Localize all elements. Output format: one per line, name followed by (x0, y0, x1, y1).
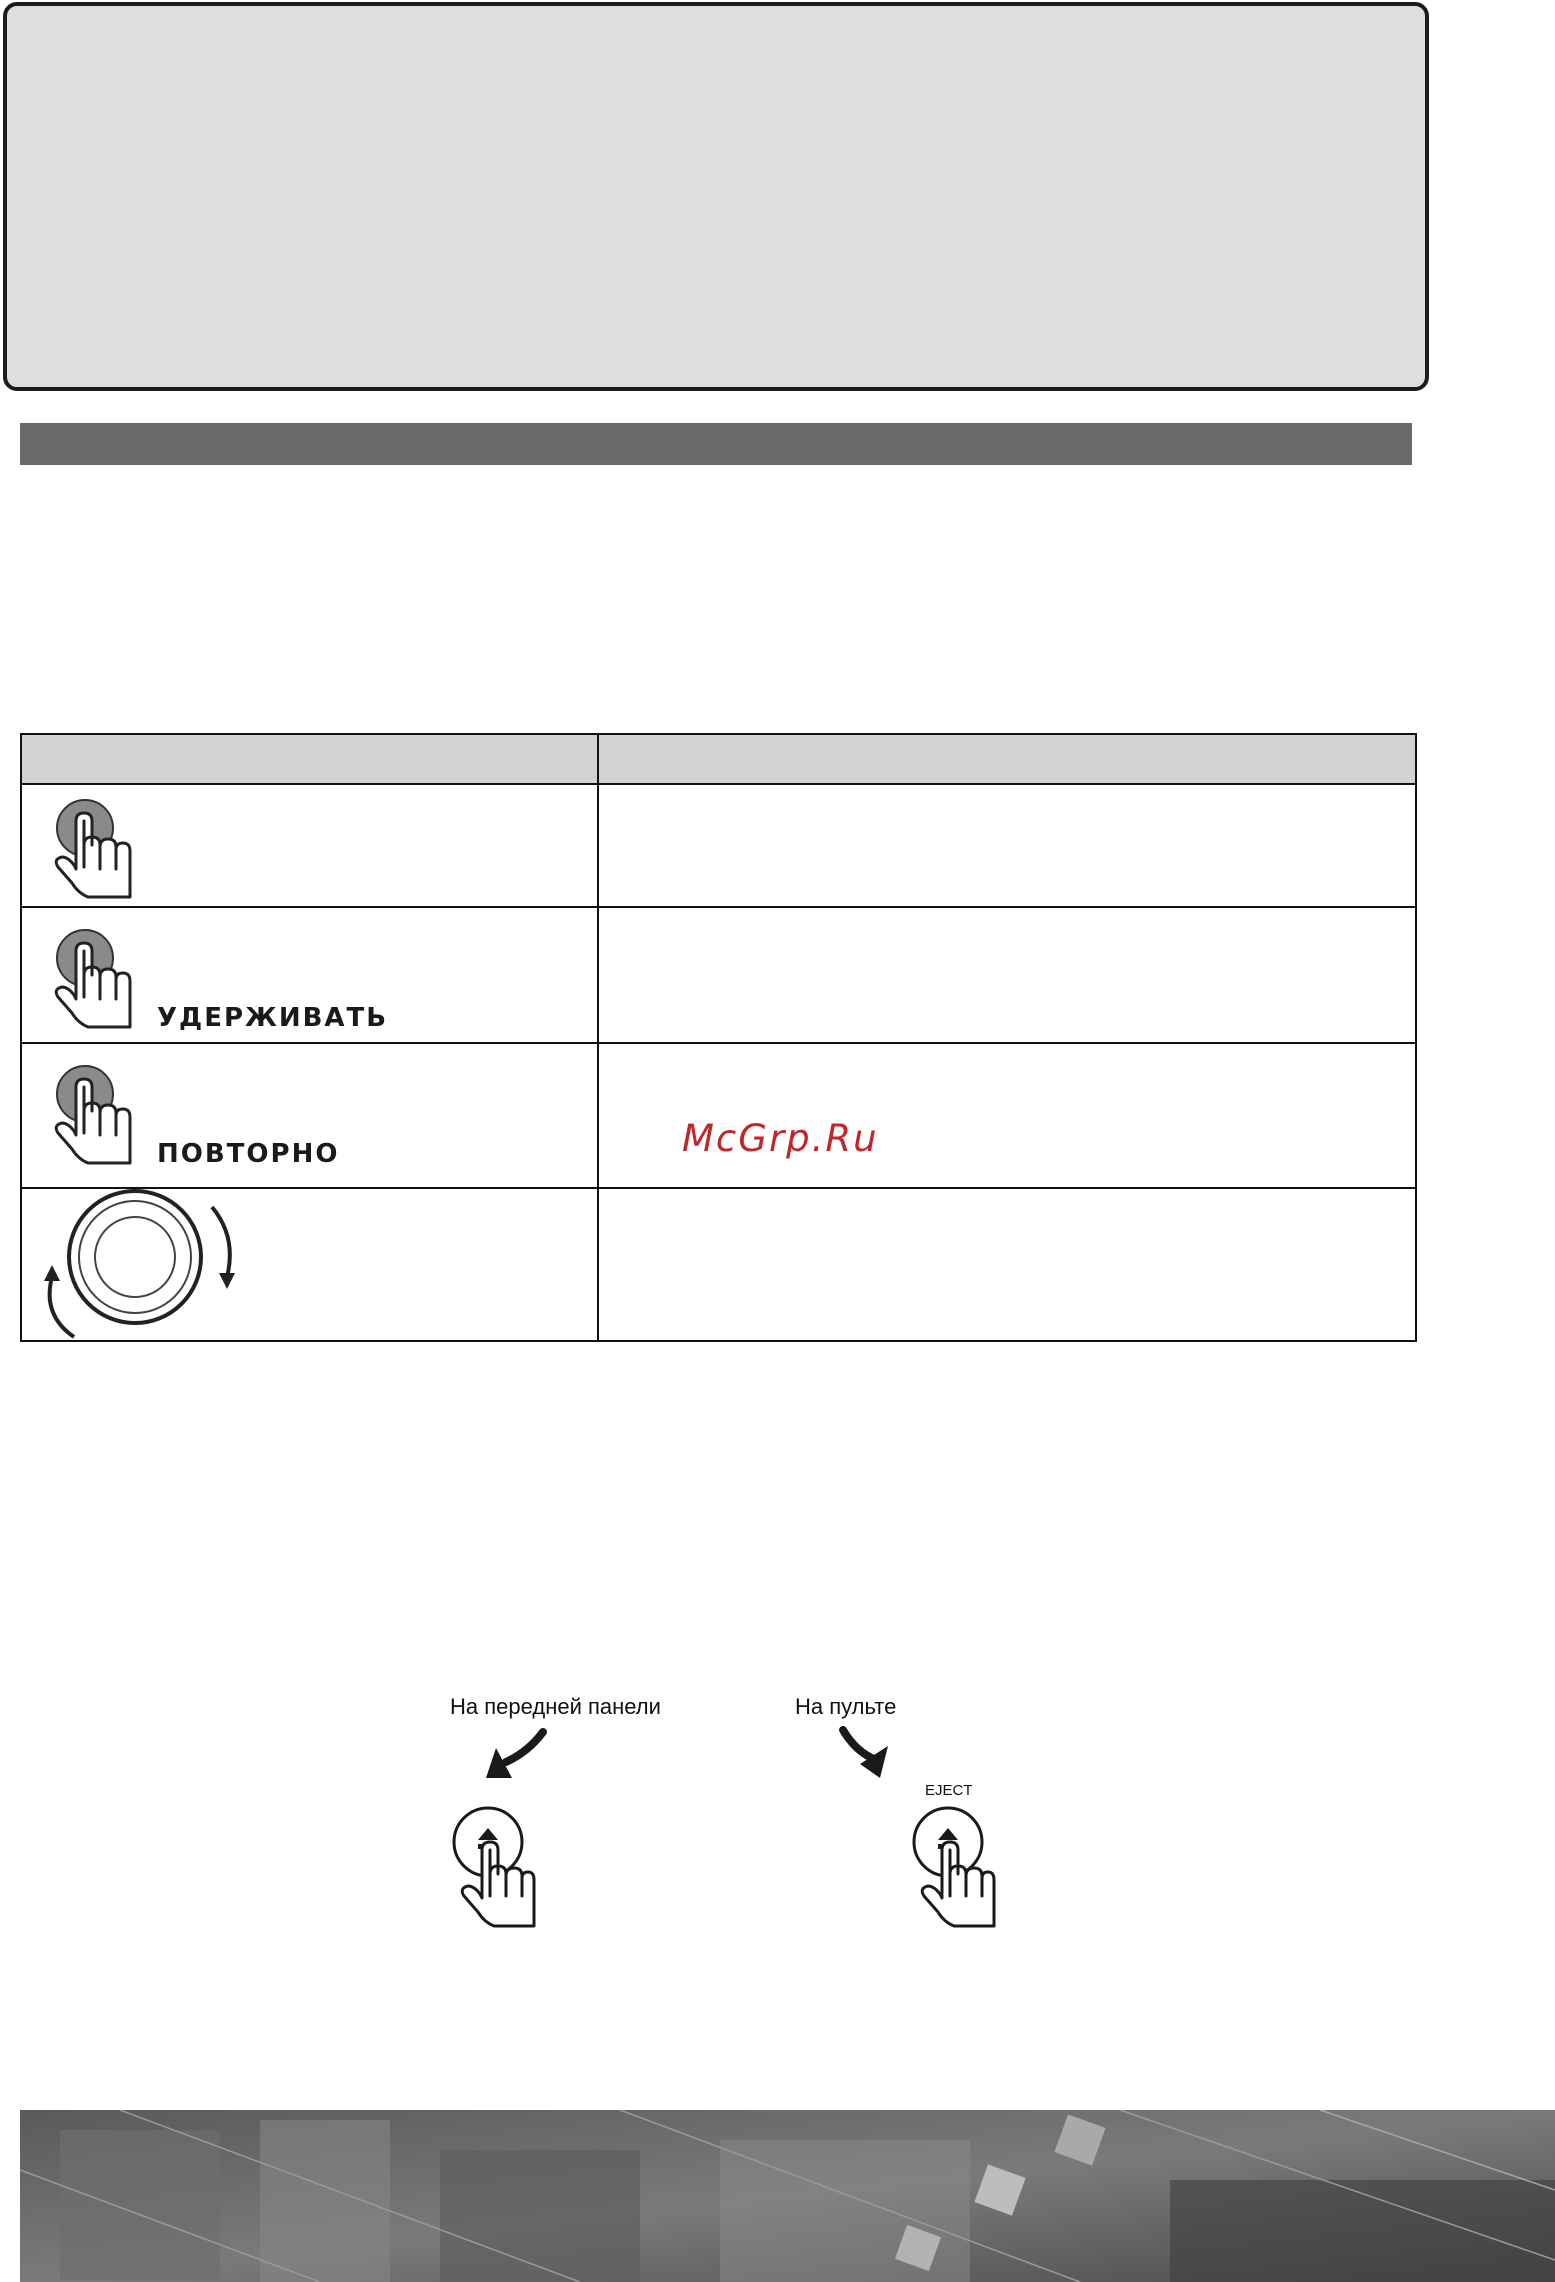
hold-label: УДЕРЖИВАТЬ (157, 1003, 389, 1033)
table-row (22, 785, 1415, 908)
front-panel-caption: На передней панели (450, 1694, 661, 1719)
table-header-row (22, 735, 1415, 785)
footer-pattern (20, 2110, 1555, 2282)
section-heading-bar (20, 423, 1412, 465)
remote-caption: На пульте (795, 1694, 897, 1719)
action-icon-table (20, 733, 1417, 1342)
notice-box (3, 2, 1429, 391)
remote-arrow-icon (843, 1730, 888, 1778)
eject-illustration (438, 1690, 998, 1930)
front-panel-arrow-icon (486, 1732, 543, 1778)
eject-caption: EJECT (925, 1782, 973, 1799)
repeat-label: ПОВТОРНО (157, 1139, 340, 1169)
front-eject-button-icon (454, 1808, 534, 1926)
watermark-text: McGrp.Ru (682, 1117, 879, 1160)
press-button-icon (22, 785, 222, 908)
table-row (22, 908, 1415, 1044)
eject-artwork (438, 1690, 998, 1930)
rotate-knob-icon (22, 1189, 262, 1344)
table-row (22, 1189, 1415, 1344)
remote-eject-button-icon (914, 1808, 994, 1926)
footer-decorative-band (20, 2110, 1555, 2282)
